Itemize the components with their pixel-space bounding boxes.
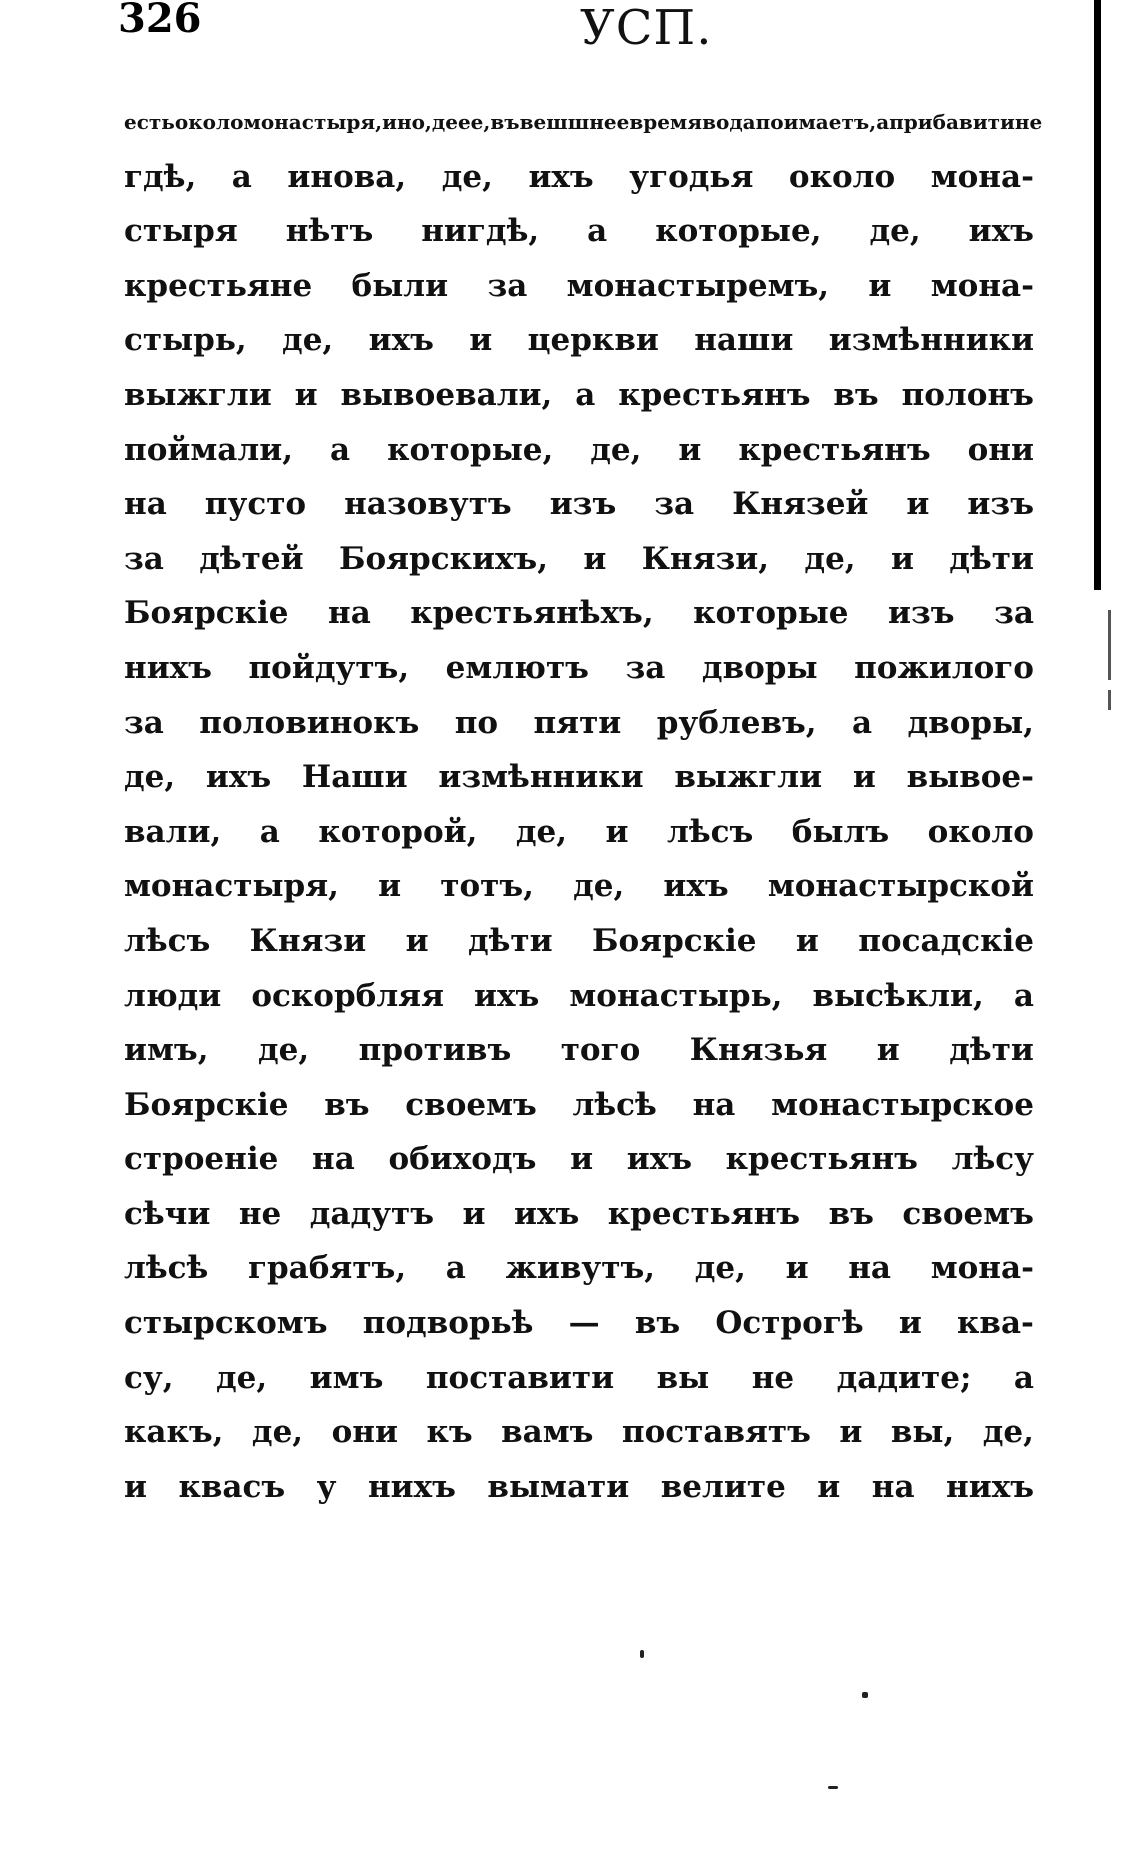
text-line: нихъ пойдутъ, емлютъ за дворы пожилого — [124, 649, 1034, 686]
text-line: де, ихъ Наши измѣнники выжгли и вывое- — [124, 759, 1034, 796]
text-line: монастыря, и тотъ, де, ихъ монастырской — [124, 868, 1034, 905]
text-line: стырь, де, ихъ и церкви наши измѣнники — [124, 322, 1034, 359]
text-line: крестьяне были за монастыремъ, и мона- — [124, 267, 1034, 304]
text-line: на пусто назовутъ изъ за Князей и изъ — [124, 486, 1034, 523]
running-head: УСП. — [580, 0, 713, 56]
text-line: сѣчи не дадутъ и ихъ крестьянъ въ своемъ — [124, 1195, 1034, 1232]
text-line: поймали, а которые, де, и крестьянъ они — [124, 431, 1034, 468]
text-line: лѣсъ Князи и дѣти Боярскіе и посадскіе — [124, 922, 1034, 959]
text-line: стырскомъ подворьѣ — въ Острогѣ и ква- — [124, 1305, 1034, 1342]
margin-rule-tick — [1108, 610, 1111, 680]
text-line: за дѣтей Боярскихъ, и Князи, де, и дѣти — [124, 540, 1034, 577]
text-line: люди оскорбляя ихъ монастырь, высѣкли, а — [124, 977, 1034, 1014]
print-speck — [640, 1650, 644, 1658]
text-line: и квасъ у нихъ вымати велите и на нихъ — [124, 1468, 1034, 1505]
text-line: Боярскіе въ своемъ лѣсѣ на монастырское — [124, 1086, 1034, 1123]
text-line: су, де, имъ поставити вы не дадите; а — [124, 1359, 1034, 1396]
text-line: выжгли и вывоевали, а крестьянъ въ полонъ — [124, 376, 1034, 413]
margin-rule — [1094, 0, 1101, 590]
text-line: какъ, де, они къ вамъ поставятъ и вы, де, — [124, 1414, 1034, 1451]
text-line: строеніе на обиходъ и ихъ крестьянъ лѣсу — [124, 1141, 1034, 1178]
text-line: гдѣ, а инова, де, ихъ угодья около мона- — [124, 158, 1034, 195]
print-speck — [862, 1692, 868, 1698]
print-speck — [828, 1786, 838, 1789]
text-line: лѣсѣ грабятъ, а живутъ, де, и на мона- — [124, 1250, 1034, 1287]
text-line: имъ, де, противъ того Князья и дѣти — [124, 1032, 1034, 1069]
margin-rule-tick — [1108, 690, 1111, 710]
page-number: 326 — [118, 0, 202, 42]
text-line: вали, а которой, де, и лѣсъ былъ около — [124, 813, 1034, 850]
body-text — [124, 95, 1043, 1514]
text-line: есть около монастыря, ино, де ее, въ вешшнее время вода поимаетъ, а прибавити не — [124, 110, 1043, 134]
text-line: стыря нѣтъ нигдѣ, а которые, де, ихъ — [124, 213, 1034, 250]
text-line: Боярскіе на крестьянѣхъ, которые изъ за — [124, 595, 1034, 632]
text-line: за половинокъ по пяти рублевъ, а дворы, — [124, 704, 1034, 741]
